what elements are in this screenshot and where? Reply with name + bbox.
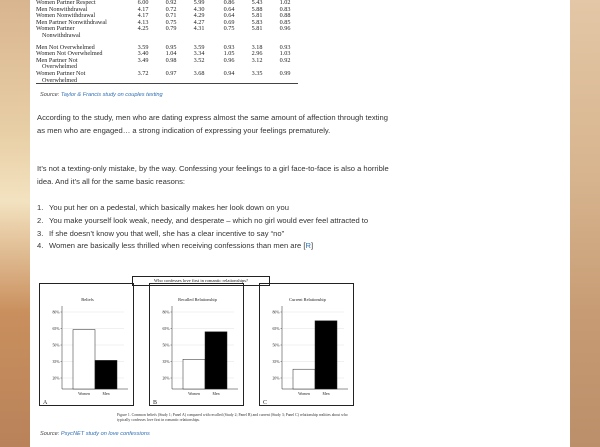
table-cell: 0.93 <box>223 43 235 51</box>
reference-link[interactable]: R <box>305 241 311 251</box>
panel-c <box>259 283 354 406</box>
table-cell: 4.13 <box>137 18 149 26</box>
table-cell: 0.88 <box>279 12 291 20</box>
table-cell: 3.49 <box>137 56 149 64</box>
bar-women <box>183 359 205 389</box>
source-prefix: Source: <box>40 431 60 437</box>
chart-current-relationship <box>260 284 355 407</box>
table-row-label: Men Partner Nonwithdrawal <box>36 18 107 26</box>
table-cell: 0.92 <box>165 0 177 6</box>
results-table <box>36 0 336 84</box>
list-item <box>37 240 387 253</box>
y-tick-label: 20% <box>272 376 280 381</box>
table-cell: 4.17 <box>137 5 149 13</box>
table-cell: 0.64 <box>223 12 235 20</box>
reasons-list <box>37 202 387 253</box>
table-cell: 0.64 <box>223 5 235 13</box>
article-content <box>30 0 570 447</box>
table-row <box>36 58 336 71</box>
bar-men <box>95 360 117 389</box>
table-cell: 3.52 <box>193 56 205 64</box>
table-row-label: Women Not Overwhelmed <box>36 50 103 58</box>
chart-beliefs <box>40 284 135 407</box>
table-cell: 0.75 <box>223 25 235 33</box>
table-cell: 5.83 <box>251 18 263 26</box>
table-row-label: Men Not Overwhelmed <box>36 43 95 51</box>
table-cell: 3.40 <box>137 50 149 58</box>
table-cell: 0.94 <box>223 69 235 77</box>
table-bottom-rule <box>36 83 298 84</box>
table-cell: 0.79 <box>165 25 177 33</box>
y-tick-label: 20% <box>52 376 60 381</box>
table-cell: 1.03 <box>279 50 291 58</box>
table-cell: 0.83 <box>279 5 291 13</box>
table-cell: 0.85 <box>279 18 291 26</box>
table-row <box>36 20 336 27</box>
panel-letter: B <box>153 400 158 406</box>
panel-a <box>39 283 134 406</box>
y-tick-label: 50% <box>272 343 280 348</box>
x-tick-label: Men <box>102 392 110 396</box>
table-cell: 4.31 <box>193 25 205 33</box>
table-cell: 4.30 <box>193 5 205 13</box>
table-cell: 3.35 <box>251 69 263 77</box>
right-background-image <box>570 0 600 447</box>
source-line-1 <box>40 92 163 98</box>
bar-men <box>315 321 337 389</box>
table-cell: 0.96 <box>223 56 235 64</box>
list-item-number: 4. <box>37 241 44 251</box>
y-tick-label: 80% <box>52 310 60 315</box>
y-tick-label: 65% <box>272 326 280 331</box>
bar-men <box>205 332 227 389</box>
list-item <box>37 228 387 241</box>
list-item-text: If she doesn’t know you that well, she has a clear incentive to say “no” <box>49 228 285 238</box>
table-cell: 3.18 <box>251 43 263 51</box>
table-row-label: Women Partner Respect <box>36 0 96 6</box>
list-item-text: Women are basically less thrilled when receiving confessions than men are [R] <box>49 241 314 251</box>
table-cell: 3.68 <box>193 69 205 77</box>
table-cell: 4.25 <box>137 25 149 33</box>
table-cell: 6.00 <box>137 0 149 6</box>
table-cell: 0.86 <box>223 0 235 6</box>
list-item-number: 2. <box>37 215 44 225</box>
list-item <box>37 202 387 215</box>
y-tick-label: 80% <box>272 310 280 315</box>
table-cell: 5.81 <box>251 25 263 33</box>
table-cell: 3.59 <box>193 43 205 51</box>
list-item-number: 3. <box>37 228 44 238</box>
x-tick-label: Women <box>188 392 200 396</box>
y-tick-label: 35% <box>52 359 60 364</box>
table-cell: 4.17 <box>137 12 149 20</box>
y-tick-label: 50% <box>52 343 60 348</box>
list-item <box>37 215 387 228</box>
table-cell: 1.02 <box>279 0 291 6</box>
table-cell: 1.04 <box>165 50 177 58</box>
list-item-number: 1. <box>37 203 44 212</box>
table-cell: 0.93 <box>279 43 291 51</box>
table-cell: 5.88 <box>251 5 263 13</box>
table-cell: 5.99 <box>193 0 205 6</box>
table-cell: 0.98 <box>165 56 177 64</box>
table-row-label: Men Partner Not Overwhelmed <box>36 56 78 71</box>
y-tick-label: 65% <box>162 326 170 331</box>
paragraph-1-text: According to the study, men who are dating express almost the same amount of affection through texting as men who are engaged… a strong indication of expressing your feelings prematurely. <box>37 113 388 135</box>
source-line-2 <box>40 431 150 437</box>
table-row-label: Women Partner Nonwithdrawal <box>36 25 81 39</box>
table-cell: 0.99 <box>279 69 291 77</box>
table-cell: 0.71 <box>165 12 177 20</box>
chart-recalled-relationship <box>150 284 245 407</box>
figure-caption: Figure 1. Common beliefs (Study 1; Panel A) compared with recalled (Study 2; Panel B) and current (Study 3; Panel C) relationship realities about who typically confesses love first in romantic relationships. <box>117 413 348 422</box>
table-cell: 0.95 <box>165 43 177 51</box>
chart-title: Recalled Relationship <box>178 297 217 302</box>
table-cell: 0.97 <box>165 69 177 77</box>
table-cell: 5.43 <box>251 0 263 6</box>
table-cell: 3.59 <box>137 43 149 51</box>
table-row <box>36 26 336 39</box>
left-background-image <box>0 0 30 447</box>
y-tick-label: 50% <box>162 343 170 348</box>
list-item-text: You make yourself look weak, needy, and desperate – which no girl would ever feel attracted to <box>49 215 369 225</box>
table-row-label: Women Nonwithdrawal <box>36 12 96 20</box>
x-tick-label: Men <box>322 392 330 396</box>
paragraph-2-text: It’s not a texting-only mistake, by the way. Confessing your feelings to a girl face-to-face is also a horrible idea. And it’s all for the same basic reasons: <box>37 164 389 186</box>
table-cell: 3.12 <box>251 56 263 64</box>
table-cell: 4.29 <box>193 12 205 20</box>
table-cell: 0.72 <box>165 5 177 13</box>
table-row <box>36 51 336 58</box>
source-prefix: Source: <box>40 92 60 98</box>
paragraph-study <box>37 112 389 138</box>
source-link-taylor-francis[interactable]: Taylor & Francis study on couples texting <box>60 92 163 98</box>
list-item-text: You put her on a pedestal, which basically makes her look down on you <box>49 203 289 212</box>
love-confession-figure <box>39 276 369 428</box>
table-cell: 0.75 <box>165 18 177 26</box>
table-row-label: Women Partner Not Overwhelmed <box>36 69 86 84</box>
y-tick-label: 35% <box>272 359 280 364</box>
table-cell: 3.72 <box>137 69 149 77</box>
y-tick-label: 35% <box>162 359 170 364</box>
table-cell: 5.81 <box>251 12 263 20</box>
figure-title: Who confesses love first in romantic relationships? <box>132 276 270 286</box>
panel-b <box>149 283 244 406</box>
bar-women <box>73 330 95 389</box>
y-tick-label: 65% <box>52 326 60 331</box>
x-tick-label: Men <box>212 392 220 396</box>
table-cell: 4.27 <box>193 18 205 26</box>
x-tick-label: Women <box>78 392 90 396</box>
y-tick-label: 20% <box>162 376 170 381</box>
bar-women <box>293 369 315 389</box>
panel-letter: C <box>263 400 268 406</box>
panel-letter: A <box>43 400 48 406</box>
table-cell: 0.96 <box>279 25 291 33</box>
table-cell: 2.96 <box>251 50 263 58</box>
table-row-label: Men Nonwithdrawal <box>36 5 88 13</box>
paragraph-confessing <box>37 163 389 189</box>
source-link-psycnet[interactable]: PsycNET study on love confessions <box>60 431 150 437</box>
table-cell: 0.69 <box>223 18 235 26</box>
x-tick-label: Women <box>298 392 310 396</box>
chart-title: Beliefs <box>81 297 94 302</box>
y-tick-label: 80% <box>162 310 170 315</box>
table-cell: 3.34 <box>193 50 205 58</box>
table-cell: 1.05 <box>223 50 235 58</box>
chart-title: Current Relationship <box>289 297 326 302</box>
table-cell: 0.92 <box>279 56 291 64</box>
